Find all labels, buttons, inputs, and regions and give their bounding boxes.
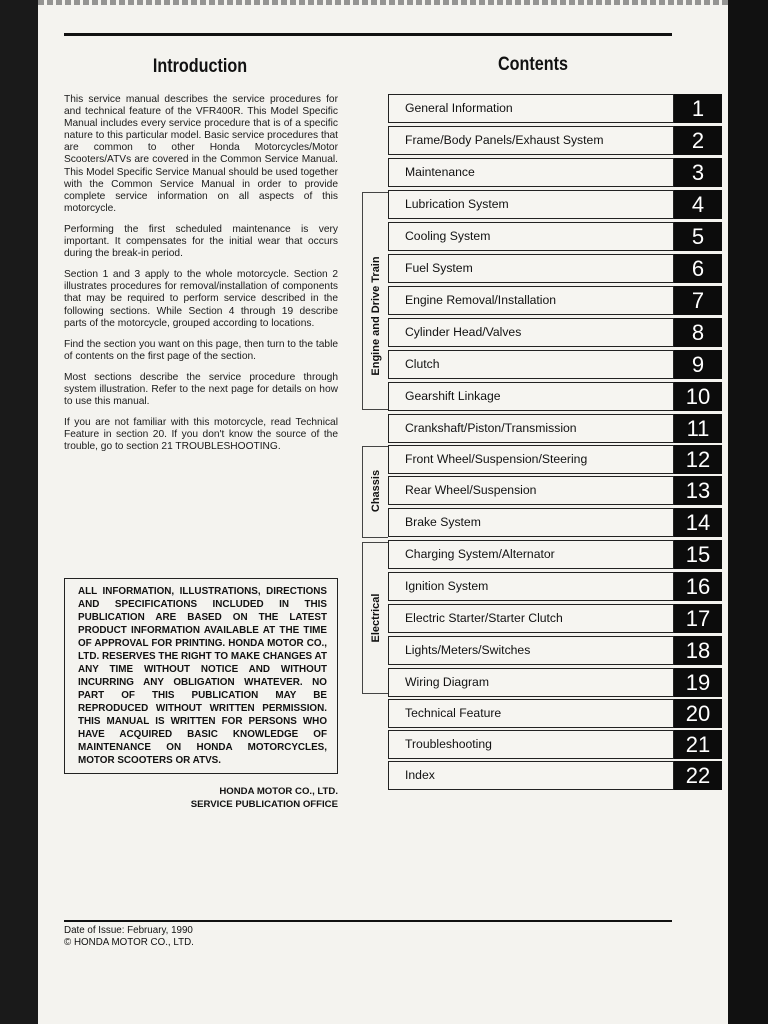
section-number-tab: 4 [674, 190, 722, 219]
section-number-tab: 13 [674, 476, 722, 505]
section-number-tab: 6 [674, 254, 722, 283]
toc-item-label: Troubleshooting [388, 730, 674, 759]
section-number-tab: 2 [674, 126, 722, 155]
page-edge-shadow [728, 0, 768, 1024]
section-number-tab: 5 [674, 222, 722, 251]
toc-item-label: Lights/Meters/Switches [388, 636, 674, 665]
header-rule [64, 33, 672, 36]
toc-item[interactable] [388, 699, 724, 728]
section-number-tab: 19 [674, 668, 722, 697]
chassis-group-label: Chassis [370, 469, 382, 513]
toc-item[interactable] [388, 761, 724, 790]
section-number-tab: 12 [674, 445, 722, 474]
toc-item[interactable] [388, 254, 724, 283]
toc-item-label: Brake System [388, 508, 674, 537]
footer-rule [64, 920, 672, 922]
section-number-tab: 10 [674, 382, 722, 411]
toc-item[interactable] [388, 508, 724, 537]
copyright: © HONDA MOTOR CO., LTD. [64, 937, 194, 948]
introduction-text [64, 94, 338, 462]
toc-item-label: Electric Starter/Starter Clutch [388, 604, 674, 633]
toc-item-label: Gearshift Linkage [388, 382, 674, 411]
issue-info [64, 925, 194, 949]
toc-item[interactable] [388, 382, 724, 411]
toc-item[interactable] [388, 222, 724, 251]
toc-item-label: Cylinder Head/Valves [388, 318, 674, 347]
toc-item-label: Charging System/Alternator [388, 540, 674, 569]
section-number-tab: 15 [674, 540, 722, 569]
contents-title: Contents [498, 54, 568, 75]
toc-item-label: Wiring Diagram [388, 668, 674, 697]
section-number-tab: 22 [674, 761, 722, 790]
toc-item[interactable] [388, 540, 724, 569]
toc-item-label: Rear Wheel/Suspension [388, 476, 674, 505]
toc-item[interactable] [388, 572, 724, 601]
section-number-tab: 8 [674, 318, 722, 347]
toc-item-label: Technical Feature [388, 699, 674, 728]
intro-paragraph: If you are not familiar with this motorcycle, read Technical Feature in section 20. If you don't know the source of the trouble, go to section 21 TROUBLESHOOTING. [64, 417, 338, 453]
toc-item[interactable] [388, 126, 724, 155]
date-of-issue: Date of Issue: February, 1990 [64, 925, 193, 936]
section-number-tab: 18 [674, 636, 722, 665]
electrical-group-label: Electrical [370, 593, 382, 643]
intro-paragraph: Performing the first scheduled maintenance is very important. It compensates for the initial wear that occurs during the break-in period. [64, 223, 338, 260]
toc-item[interactable] [388, 286, 724, 315]
toc-item[interactable] [388, 190, 724, 219]
toc-item-label: Fuel System [388, 254, 674, 283]
toc-item[interactable] [388, 604, 724, 633]
section-number-tab: 16 [674, 572, 722, 601]
toc-item-label: Index [388, 761, 674, 790]
legal-notice-box: ALL INFORMATION, ILLUSTRATIONS, DIRECTIONS AND SPECIFICATIONS INCLUDED IN THIS PUBLICATION ARE BASED ON THE LATEST PRODUCT INFORMATION AVAILABLE AT THE TIME OF APPROVAL FOR PRINTING. HONDA MOTOR CO., LTD. RESERVES THE RIGHT TO MAKE CHANGES AT ANY TIME WITHOUT NOTICE AND WITHOUT INCURRING ANY OBLIGATION WHATEVER. NO PART OF THIS PUBLICATION MAY BE REPRODUCED WITHOUT WRITTEN PERMISSION. THIS MANUAL IS WRITTEN FOR PERSONS WHO HAVE ACQUIRED BASIC KNOWLEDGE OF MAINTENANCE ON HONDA MOTORCYCLES, MOTOR SCOOTERS OR ATVS. [64, 578, 338, 774]
section-number-tab: 21 [674, 730, 722, 759]
toc-item[interactable] [388, 94, 724, 123]
section-number-tab: 11 [674, 414, 722, 443]
toc-item-label: Front Wheel/Suspension/Steering [388, 445, 674, 474]
toc-item[interactable] [388, 158, 724, 187]
engine-group-label: Engine and Drive Train [370, 256, 382, 376]
scan-artifact-top [38, 0, 728, 5]
toc-item[interactable] [388, 414, 724, 443]
toc-item[interactable] [388, 668, 724, 697]
toc-item-label: Cooling System [388, 222, 674, 251]
toc-item[interactable] [388, 636, 724, 665]
introduction-title: Introduction [152, 56, 248, 77]
toc-item-label: Crankshaft/Piston/Transmission [388, 414, 674, 443]
section-number-tab: 9 [674, 350, 722, 379]
intro-paragraph: This service manual describes the service procedures for and technical feature of the VFR400R. This Model Specific Manual includes every service procedure that is of a specific nature to this particular model. Basic service procedures that are common to other Honda Motorcycles/Motor Scooters/ATVs are covered in the Common Service Manual. This Model Specific Service Manual should be used together with the Common Service Manual in order to provide complete service information on all aspects of this motorcycle. [64, 94, 338, 214]
toc-item[interactable] [388, 476, 724, 505]
signature-company: HONDA MOTOR CO., LTD. [219, 786, 338, 797]
intro-paragraph: Most sections describe the service procedure through system illustration. Refer to the next page for details on how to use this manual. [64, 371, 338, 408]
toc-item-label: Engine Removal/Installation [388, 286, 674, 315]
intro-paragraph: Find the section you want on this page, then turn to the table of contents on the first page of the section. [64, 338, 338, 362]
section-number-tab: 17 [674, 604, 722, 633]
toc-item-label: Maintenance [388, 158, 674, 187]
toc-item-label: Frame/Body Panels/Exhaust System [388, 126, 674, 155]
toc-item[interactable] [388, 350, 724, 379]
toc-item-label: Clutch [388, 350, 674, 379]
section-number-tab: 14 [674, 508, 722, 537]
toc-item-label: General Information [388, 94, 674, 123]
section-number-tab: 3 [674, 158, 722, 187]
section-number-tab: 7 [674, 286, 722, 315]
section-number-tab: 1 [674, 94, 722, 123]
publisher-signature [150, 786, 338, 811]
intro-paragraph: Section 1 and 3 apply to the whole motorcycle. Section 2 illustrates procedures for removal/installation of components that may be required to perform service described in the following sections. While Section 4 through 19 describe parts of the motorcycle, grouped according to locations. [64, 269, 338, 329]
signature-office: SERVICE PUBLICATION OFFICE [190, 798, 338, 810]
toc-item-label: Ignition System [388, 572, 674, 601]
toc-item[interactable] [388, 318, 724, 347]
section-number-tab: 20 [674, 699, 722, 728]
toc-item-label: Lubrication System [388, 190, 674, 219]
toc-item[interactable] [388, 445, 724, 474]
toc-item[interactable] [388, 730, 724, 759]
